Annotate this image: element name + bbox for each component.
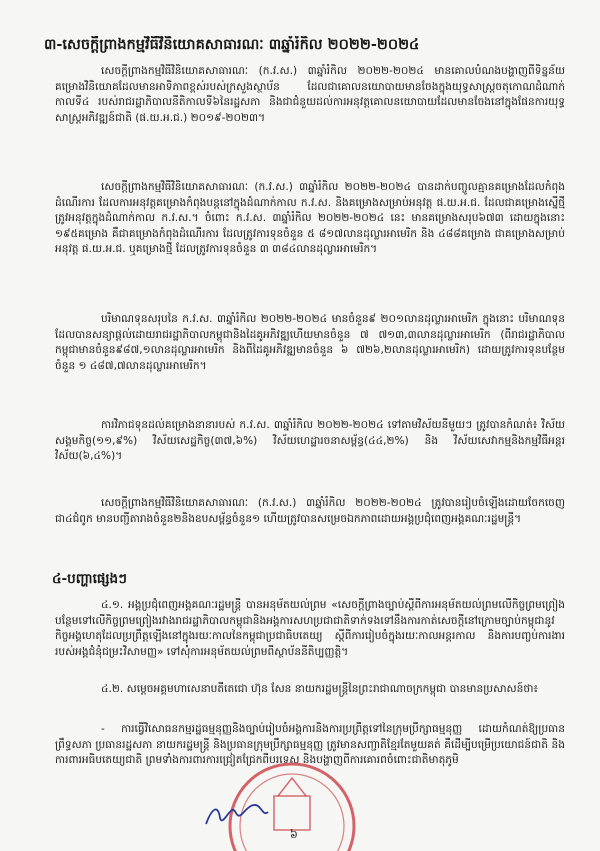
paragraph-3-text: បរិមាណទុនសរុបនៃ ក.វ.ស. ៣ឆ្នាំរំកិល ២០២២-២០២៤ មានចំនួន៩ ២០១លានដុល្លារអាមេរិក ក្នុងនោះ បរិមាណទុនដែលបានសន្យាផ្ដល់ដោយរាជរដ្ឋាភិបាលកម្ពុជានិងដៃគូអភិវឌ្ឍហើយមានចំនួន ៧ ៧១៣,៣លានដុល្លារអាមេរិក (ពីរាជរដ្ឋាភិបាលកម្ពុជាមានចំនួន៩៨៧,១លានដុល្លារអាមេរិក និងពីដៃគូអភិវឌ្ឍមានចំនួន ៦ ៧២៦,២លានដុល្លារអាមេរិក) ដោយត្រូវការទុនបន្ថែមចំនួន ១ ៤៨៧,៧លានដុល្លារអាមេរិក។ xyxy=(55,313,565,372)
section-3-heading: ៣-សេចក្ដីព្រាងកម្មវិធីវិនិយោគសាធារណៈ ៣ឆ្នាំរំកិល ២០២២-២០២៤ xyxy=(44,37,420,53)
signature-icon xyxy=(202,790,272,834)
paragraph-5-text: សេចក្ដីព្រាងកម្មវិធីវិនិយោគសាធារណៈ (ក.វ.ស.) ៣ឆ្នាំរំកិល ២០២២-២០២៤ ត្រូវបានរៀបចំឡើងដោយចែកចេញជា៤ជំពូក មានបញ្ជីតារាងចំនួន២និងឧបសម្ព័ន្ធចំនួន១ ហើយត្រូវបានសម្រេចឯកភាពដោយអង្គប្រជុំពេញអង្គគណៈរដ្ឋមន្ត្រី។ xyxy=(55,497,565,525)
paragraph-2-text: សេចក្ដីព្រាងកម្មវិធីវិនិយោគសាធារណៈ (ក.វ.ស.) ៣ឆ្នាំរំកិល ២០២២-២០២៤ បានដាក់បញ្ចូលគ្មានគម្រោងដែលកំពុងដំណើរការ ដែលការអនុវត្តគម្រោងកំពុងបន្តនៅក្នុងដំណាក់កាល ក.វ.ស. និងគម្រោងសម្រាប់អនុវត្ត ផ.យ.អ.ជ. ដែលជាគម្រោងស្នើថ្មីត្រូវអនុវត្តក្នុងដំណាក់កាល ក.វ.ស.។ ចំពោះ ក.វ.ស. ៣ឆ្នាំរំកិល ២០២២-២០២៤ នេះ មានគម្រោងសរុប៦៧៣ ដោយក្នុងនោះ ១៩៥គម្រោង គឺជាគម្រោងកំពុងដំណើរការ ដែលត្រូវការទុនចំនួន ៥ ៨១៧លានដុល្លារអាមេរិក និង ៤៨៨គម្រោង ជាគម្រោងសម្រាប់អនុវត្ត ផ.យ.អ.ជ. ឬគម្រោងថ្មី ដែលត្រូវការទុនចំនួន ៣ ៣៨៤លានដុល្លារអាមេរិក។ xyxy=(55,181,565,256)
page-number: ៦ xyxy=(290,828,298,841)
item-4-2 xyxy=(55,682,565,716)
paragraph-1 xyxy=(55,64,565,174)
item-4-1-text: ៤.១. អង្គប្រជុំពេញអង្គគណៈរដ្ឋមន្ត្រី បានអនុម័តយល់ព្រម «សេចក្ដីព្រាងច្បាប់ស្ដីពីការអនុម័តយល់ព្រមលើកិច្ចព្រមព្រៀងបន្ថែមទៅលើកិច្ចព្រមព្រៀងរវាងរាជរដ្ឋាភិបាលកម្ពុជានិងអង្គការសហប្រជាជាតិទាក់ទងទៅនឹងការកាត់សេចក្ដីនៅក្រោមច្បាប់កម្ពុជានូវកិច្ចអង្គហេតុដែលប្រព្រឹត្តឡើងនៅក្នុងរយៈកាលនៃកម្ពុជាប្រជាធិបតេយ្យ ស្ដីពីការរៀបចំក្នុងរយៈកាលអន្តរកាល និងការបញ្ចប់ការងាររបស់អង្គជំនុំជម្រះវិសាមញ្ញ» ទៅសុំការអនុម័តយល់ព្រមពីស្ថាប័ននីតិប្បញ្ញត្តិ។ xyxy=(55,599,565,658)
item-4-1 xyxy=(55,598,565,678)
paragraph-4-text: ការវិភាជទុនដល់គម្រោងនានារបស់ ក.វ.ស. ៣ឆ្នាំរំកិល ២០២២-២០២៤ ទៅតាមវិស័យនីមួយៗ ត្រូវបានកំណត់៖ វិស័យសង្គមកិច្ច(១១,៩%) វិស័យសេដ្ឋកិច្ច(៣៧,៦%) វិស័យហេដ្ឋារចនាសម្ព័ន្ធ(៤៤,២%) និង វិស័យសេវាកម្មនិងកម្មវិធីអន្តរវិស័យ(៦,៤%)។ xyxy=(55,419,565,463)
paragraph-5 xyxy=(55,496,565,560)
paragraph-2 xyxy=(55,180,565,307)
paragraph-1-text: សេចក្ដីព្រាងកម្មវិធីវិនិយោគសាធារណៈ (ក.វ.ស.) ៣ឆ្នាំរំកិល ២០២២-២០២៤ មានគោលបំណងបង្ហាញពីទិន្នន័យគម្រោងវិនិយោគដែលមានអាទិភាពខ្ពស់របស់ក្រសួងស្ថាប័ន ដែលជាគោលនយោបាយមានចែងក្នុងយុទ្ធសាស្ត្រចតុកោណដំណាក់កាលទី៤ របស់រាជរដ្ឋាភិបាលនីតិកាលទី៦នៃរដ្ឋសភា និងជាជំនួយដល់ការអនុវត្តគោលនយោបាយដែលមានចែងនៅក្នុងផែនការយុទ្ធសាស្ត្រអភិវឌ្ឍន៍ជាតិ (ផ.យ.អ.ជ.) ២០១៩-២០២៣។ xyxy=(55,65,565,124)
paragraph-4 xyxy=(55,418,565,482)
bullet-item-text: - ការធ្វើវិសោធនកម្មរដ្ឋធម្មនុញ្ញនិងច្បាប់រៀបចំអង្គការនិងការប្រព្រឹត្តទៅនៃក្រុមប្រឹក្សាធម្មនុញ្ញ ដោយកំណត់ឱ្យប្រធានព្រឹទ្ធសភា ប្រធានរដ្ឋសភា នាយករដ្ឋមន្ត្រី និងប្រធានក្រុមប្រឹក្សាធម្មនុញ្ញ ត្រូវមានសញ្ជាតិខ្មែរតែមួយគត់ គឺដើម្បីបម្រើប្រយោជន៍ជាតិ និងការពារអធិបតេយ្យជាតិ ព្រមទាំងការពារការជ្រៀតជ្រែកពីបរទេស និងបង្ហាញពីការគោរពចំពោះជាតិមាតុភូមិ xyxy=(55,723,565,767)
item-4-2-text: ៤.២. សម្ដេចអគ្គមហាសេនាបតីតេជោ ហ៊ុន សែន នាយករដ្ឋមន្ត្រីនៃព្រះរាជាណាចក្រកម្ពុជា បានមានប្រសាសន៍ថា៖ xyxy=(101,683,539,695)
section-4-heading: ៤-បញ្ហាផ្សេងៗ xyxy=(52,571,127,587)
paragraph-3 xyxy=(55,312,565,392)
